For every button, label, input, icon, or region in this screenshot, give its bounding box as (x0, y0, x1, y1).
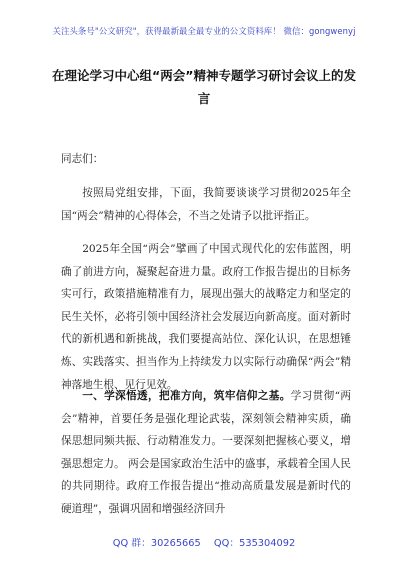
paragraph-2: 2025年全国“两会”擘画了中国式现代化的宏伟蓝图，明确了前进方向，凝聚起奋进力量。政府工作报告提出的目标务实可行，政策措施精准有力，展现出强大的战略定力和坚定的民生关怀，必将引领中国经济社会发展迈向新高度。面对新时代的新机遇和新挑战，我们要提高站位、深化认识，在思想锤炼、实践落实、担当作为上持续发力以实际行动确保“两会”精神落地生根、见行见效。 (61, 243, 351, 391)
header-promo-note: 关注头条号"公文研究"，获得最新最全最专业的公文资料库！ 微信：gongwenyj (52, 26, 356, 36)
document-title: 在理论学习中心组“两会”精神专题学习研讨会议上的发言 (52, 68, 356, 106)
footer-qq-number: QQ：535304092 (213, 538, 296, 549)
paragraph-1: 按照局党组安排，下面，我简要谈谈学习贯彻2025年全国“两会”精神的心得体会，不当之处请予以批评指正。 (61, 187, 351, 222)
footer-qq-group: QQ 群：30265665 (112, 538, 201, 549)
paragraph-3 (61, 385, 351, 521)
section-heading-1: 一、学深悟透，把准方向，筑牢信仰之基。 (82, 390, 291, 402)
section-text-1: 学习贯彻“两会”精神，首要任务是强化理论武装，深刻领会精神实质，确保思想同频共振、行动精准发力。一要深刻把握核心要义，增强思想定力。 两会是国家政治生活中的盛事，承载着全国人民的共同期待。政府工作报告提出“推动高质量发展是新时代的硬道理”，强调巩固和增强经济回升 (61, 390, 352, 515)
salutation: 同志们： (61, 153, 104, 165)
footer-contact (0, 535, 408, 549)
